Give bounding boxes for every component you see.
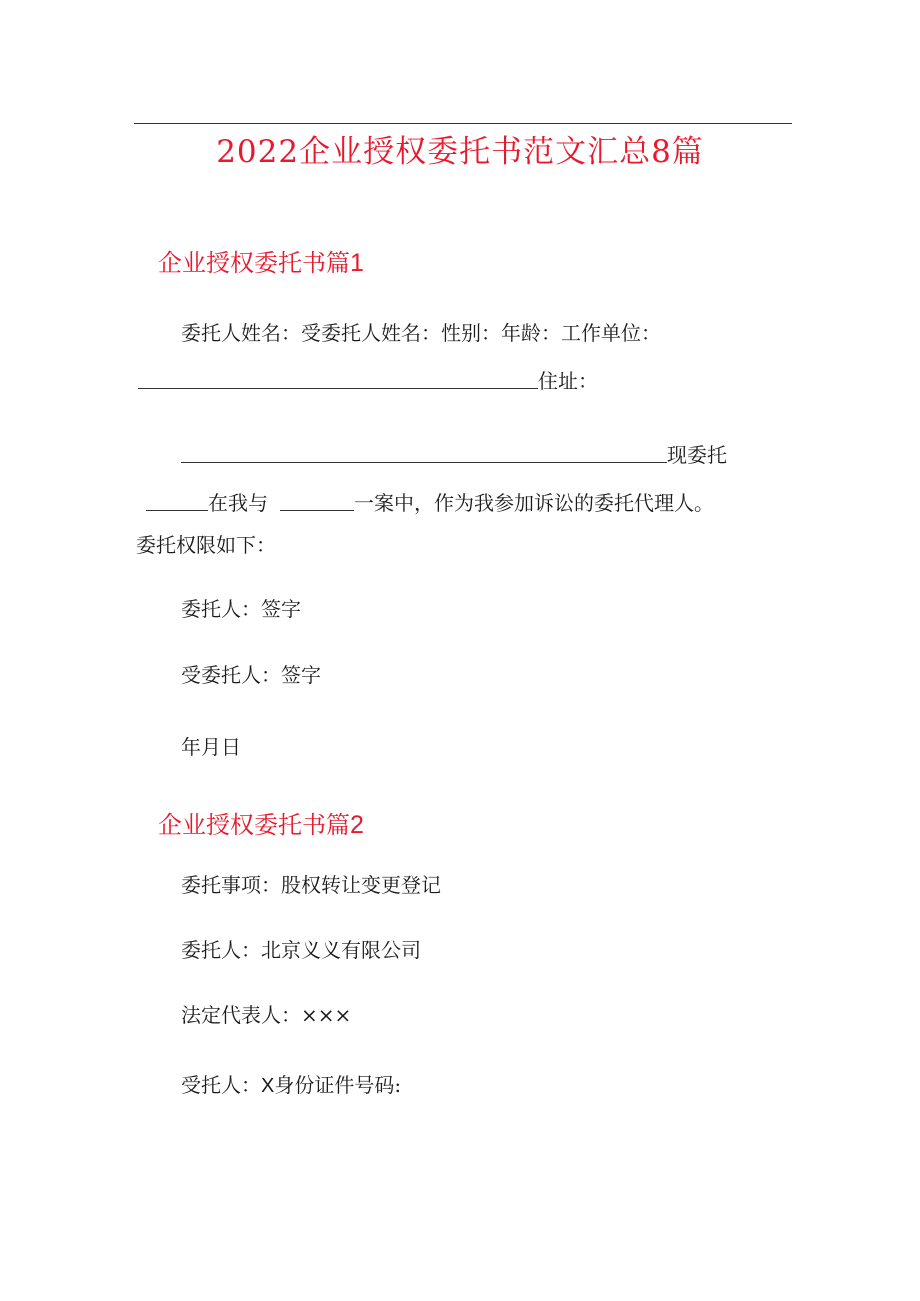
header-rule bbox=[134, 123, 792, 124]
legal-representative-line: 法定代表人：××× bbox=[181, 1003, 352, 1027]
opposing-party-blank[interactable] bbox=[280, 492, 354, 511]
case-line bbox=[146, 492, 714, 513]
date-line: 年月日 bbox=[181, 735, 241, 759]
agent-signature-line: 受委托人：签字 bbox=[181, 663, 321, 687]
case-line-end: 一案中，作为我参加诉讼的委托代理人。 bbox=[354, 491, 714, 515]
section-2-title-number: 2 bbox=[350, 811, 364, 839]
section-1-title-number: 1 bbox=[350, 249, 364, 277]
principal-company-line: 委托人：北京义义有限公司 bbox=[181, 938, 421, 962]
agent-id-suffix: 身份证件号码: bbox=[274, 1073, 402, 1097]
agent-id-line bbox=[181, 1075, 401, 1096]
principal-info-line: 委托人姓名：受委托人姓名：性别：年龄：工作单位： bbox=[181, 321, 661, 345]
agent-id-x: X bbox=[261, 1075, 275, 1097]
principal-signature-line: 委托人：签字 bbox=[181, 597, 301, 621]
address-label: 住址： bbox=[538, 369, 598, 393]
entrusted-matter-line: 委托事项：股权转让变更登记 bbox=[181, 873, 441, 897]
address-blank[interactable] bbox=[138, 370, 538, 389]
agent-id-prefix: 受托人： bbox=[181, 1073, 261, 1097]
entrust-label: 现委托 bbox=[667, 443, 727, 467]
section-1-title-text: 企业授权委托书篇 bbox=[158, 249, 350, 277]
case-line-mid: 在我与 bbox=[208, 491, 268, 515]
address-line bbox=[138, 370, 598, 391]
entrust-blank[interactable] bbox=[181, 444, 667, 463]
document-title: 2022企业授权委托书范文汇总8篇 bbox=[216, 134, 704, 170]
entrust-line bbox=[181, 444, 727, 465]
section-1-title bbox=[158, 243, 364, 278]
authority-scope-line: 委托权限如下： bbox=[136, 533, 276, 557]
section-2-title-text: 企业授权委托书篇 bbox=[158, 811, 350, 839]
agent-name-blank[interactable] bbox=[146, 492, 208, 511]
section-2-title bbox=[158, 805, 364, 840]
